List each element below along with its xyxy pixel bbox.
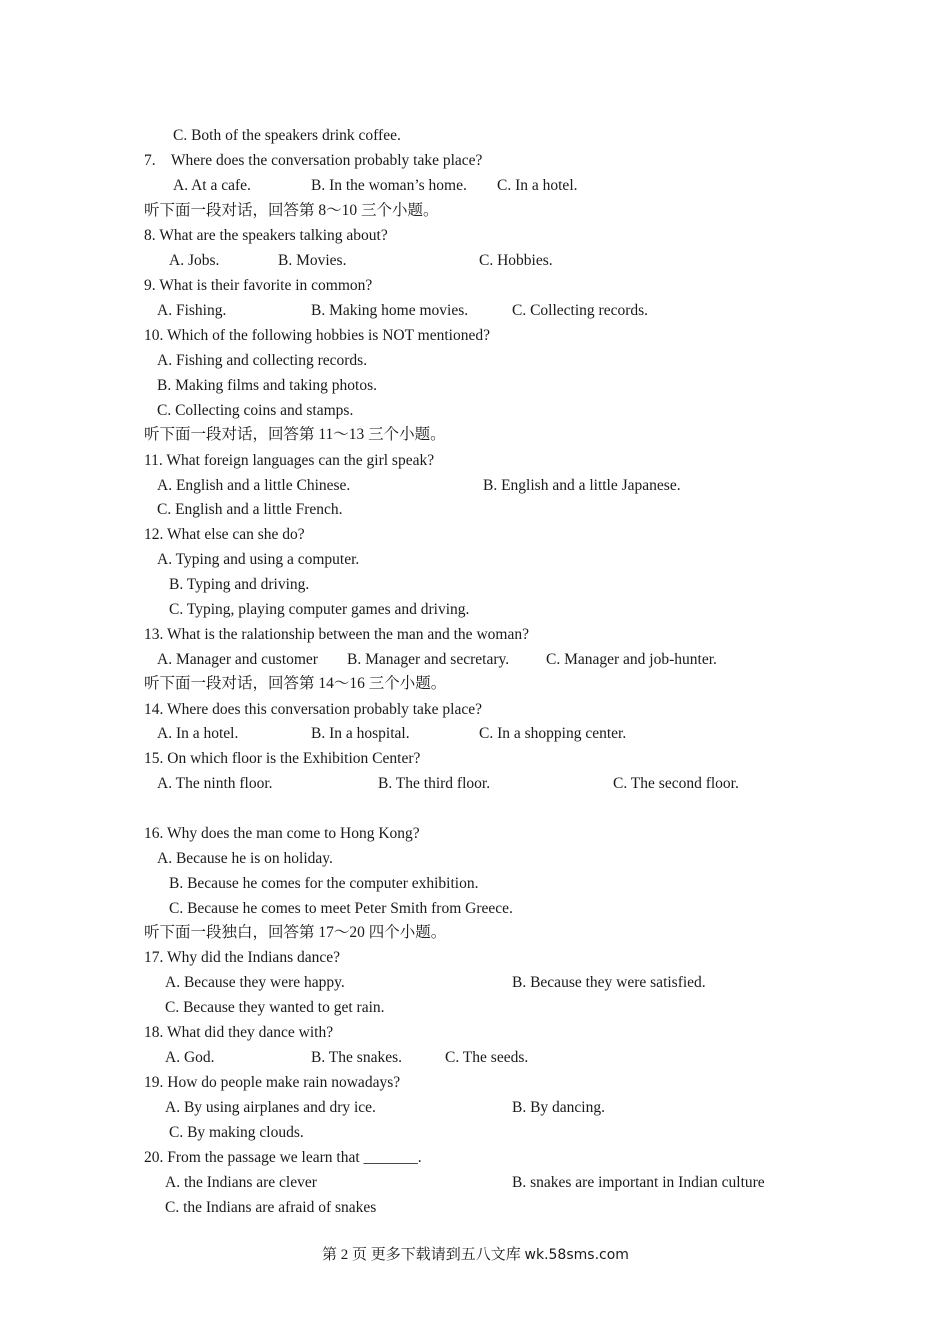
q18-question: 18. What did they dance with? (144, 1024, 334, 1041)
q17-question: 17. Why did the Indians dance? (144, 949, 340, 966)
q19-option-b: B. By dancing. (512, 1099, 605, 1116)
q18-option-a: A. God. (165, 1049, 215, 1066)
q14-option-c: C. In a shopping center. (479, 725, 627, 742)
q15-option-c: C. The second floor. (613, 775, 739, 792)
q19-question: 19. How do people make rain nowadays? (144, 1074, 401, 1091)
q11-option-b: B. English and a little Japanese. (483, 477, 681, 494)
q9-option-b: B. Making home movies. (311, 302, 469, 319)
q13-question: 13. What is the ralationship between the man and the woman? (144, 626, 529, 643)
q11-question: 11. What foreign languages can the girl speak? (144, 452, 435, 469)
q15-question: 15. On which floor is the Exhibition Center? (144, 750, 421, 767)
q12-question: 12. What else can she do? (144, 526, 305, 543)
q17-option-a: A. Because they were happy. (165, 974, 345, 991)
q11-option-c: C. English and a little French. (157, 501, 343, 518)
q18-option-c: C. The seeds. (445, 1049, 529, 1066)
q14-question: 14. Where does this conversation probably take place? (144, 701, 483, 718)
q9-question: 9. What is their favorite in common? (144, 277, 373, 294)
q19-option-c: C. By making clouds. (169, 1124, 304, 1141)
q18-option-b: B. The snakes. (311, 1049, 402, 1066)
page-footer (322, 1245, 629, 1265)
q7-option-a: A. At a cafe. (173, 177, 251, 194)
q20-question: 20. From the passage we learn that _______. (144, 1149, 422, 1166)
q16-option-c: C. Because he comes to meet Peter Smith from Greece. (169, 900, 513, 917)
q20-option-a: A. the Indians are clever (165, 1174, 317, 1191)
q20-option-b: B. snakes are important in Indian culture (512, 1174, 765, 1191)
q8-option-a: A. Jobs. (169, 252, 220, 269)
q10-option-b: B. Making films and taking photos. (157, 377, 378, 394)
q20-option-c: C. the Indians are afraid of snakes (165, 1199, 377, 1216)
q13-option-c: C. Manager and job-hunter. (546, 651, 717, 668)
q8-question: 8. What are the speakers talking about? (144, 227, 388, 244)
footer-site-link[interactable]: wk.58sms.com (524, 1247, 629, 1263)
q15-option-b: B. The third floor. (378, 775, 491, 792)
footer-text: 第 2 页 更多下载请到五八文库 (322, 1247, 521, 1263)
q6-option-c: C. Both of the speakers drink coffee. (173, 127, 401, 144)
q12-option-a: A. Typing and using a computer. (157, 551, 360, 568)
q9-option-a: A. Fishing. (157, 302, 227, 319)
q7-option-c: C. In a hotel. (497, 177, 578, 194)
q10-option-a: A. Fishing and collecting records. (157, 352, 368, 369)
q13-option-b: B. Manager and secretary. (347, 651, 510, 668)
q14-option-a: A. In a hotel. (157, 725, 239, 742)
q7-question: 7. Where does the conversation probably take place? (144, 152, 483, 169)
q15-option-a: A. The ninth floor. (157, 775, 273, 792)
section-instruction-17-20: 听下面一段独白，回答第 17～20 四个小题。 (144, 924, 447, 941)
q10-question: 10. Which of the following hobbies is NOT mentioned? (144, 327, 490, 344)
section-instruction-14-16: 听下面一段对话，回答第 14～16 三个小题。 (144, 675, 447, 692)
q16-option-b: B. Because he comes for the computer exhibition. (169, 875, 479, 892)
section-instruction-11-13: 听下面一段对话，回答第 11～13 三个小题。 (144, 426, 446, 443)
section-instruction-8-10: 听下面一段对话，回答第 8～10 三个小题。 (144, 202, 439, 219)
q7-option-b: B. In the woman’s home. (311, 177, 467, 194)
q8-option-b: B. Movies. (278, 252, 347, 269)
q8-option-c: C. Hobbies. (479, 252, 553, 269)
q17-option-b: B. Because they were satisfied. (512, 974, 706, 991)
q16-option-a: A. Because he is on holiday. (157, 850, 333, 867)
q19-option-a: A. By using airplanes and dry ice. (165, 1099, 376, 1116)
q17-option-c: C. Because they wanted to get rain. (165, 999, 385, 1016)
q9-option-c: C. Collecting records. (512, 302, 649, 319)
q12-option-c: C. Typing, playing computer games and driving. (169, 601, 470, 618)
q14-option-b: B. In a hospital. (311, 725, 410, 742)
q13-option-a: A. Manager and customer (157, 651, 318, 668)
q11-option-a: A. English and a little Chinese. (157, 477, 351, 494)
q12-option-b: B. Typing and driving. (169, 576, 310, 593)
q10-option-c: C. Collecting coins and stamps. (157, 402, 354, 419)
q16-question: 16. Why does the man come to Hong Kong? (144, 825, 420, 842)
